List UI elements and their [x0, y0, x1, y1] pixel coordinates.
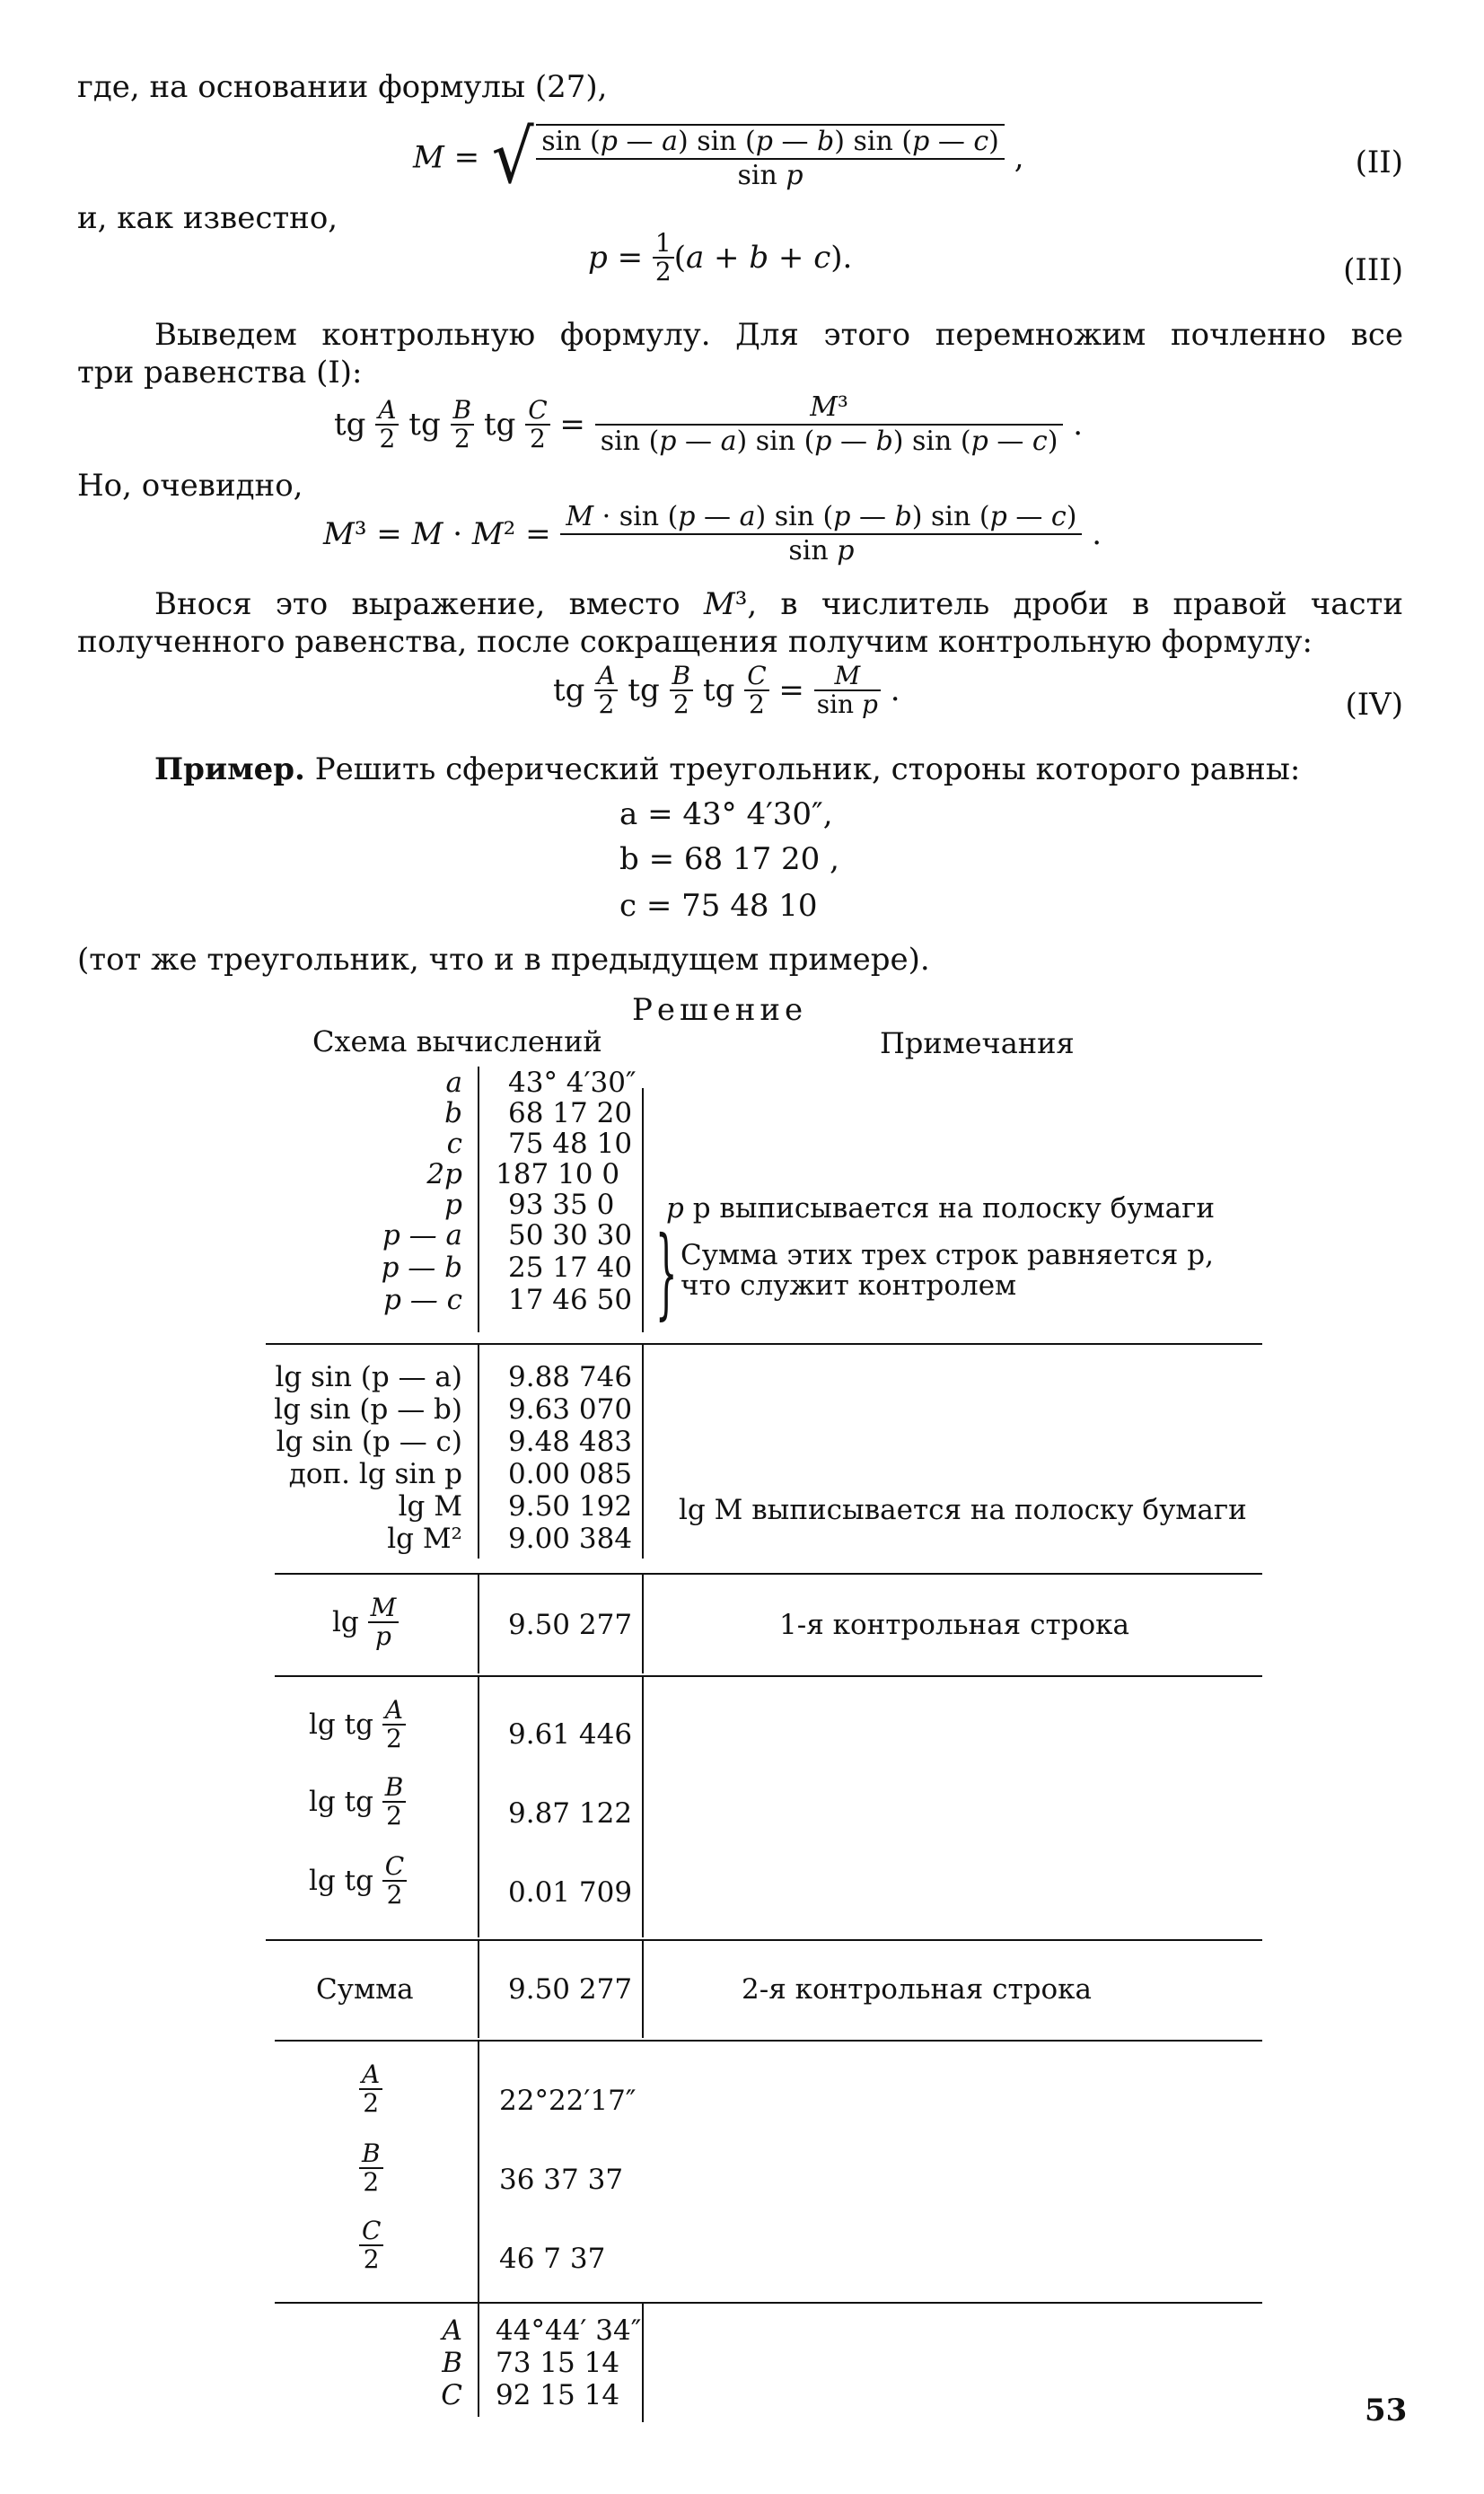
value-lgsin-pb: 9.63 070 [508, 1393, 633, 1426]
page-number: 53 [1365, 2393, 1408, 2428]
label-B-half: $\frac{B}{2}$ [359, 2140, 383, 2196]
note-ctrl-2: 2-я контрольная строка [742, 1973, 1092, 2006]
formula-M-cubed: M³ = M · M² = $\frac{M \cdot \sin (p — a) \sin (p — b) \sin (p — c)}{\text{sin p}}$ . [323, 501, 1102, 566]
label-A: A [442, 2314, 462, 2347]
solution-heading: Решение [632, 992, 808, 1028]
note-p: p p выписывается на полоску бумаги [666, 1192, 1216, 1225]
note-sum-1: Сумма этих трех строк равняется p, [681, 1239, 1214, 1271]
text-line: (тот же треугольник, что и в предыдущем примере). [77, 942, 930, 978]
equation-number: (III) [1343, 252, 1403, 288]
value-p-a: 50 30 30 [508, 1219, 633, 1251]
note-text: p выписывается на полоску бумаги [692, 1192, 1216, 1225]
label-c: c [446, 1128, 462, 1160]
label-dop-lgsinp: доп. lg sin p [288, 1458, 462, 1490]
sqrt-icon: √ [491, 115, 534, 200]
value-a: 43° 4′30″ [508, 1067, 637, 1099]
table-rule [266, 1939, 1262, 1941]
column-divider [478, 1575, 479, 1673]
value-dop-lgsinp: 0.00 085 [508, 1458, 633, 1490]
label-lgM: lg M [398, 1490, 462, 1523]
column-divider [642, 1345, 644, 1559]
value-C-half: 46 7 37 [499, 2243, 606, 2275]
text-line: и, как известно, [77, 200, 338, 236]
label-lgtg-B: lg tg $\frac{B}{2}$ [309, 1774, 406, 1830]
side-c: c = 75 48 10 [619, 888, 818, 924]
value-lgtg-A: 9.61 446 [508, 1718, 633, 1751]
example-text: Решить сферический треугольник, стороны которого равны: [314, 751, 1301, 787]
label-p-c: p — c [383, 1284, 462, 1316]
equation-number: (IV) [1345, 687, 1403, 723]
column-divider [478, 1067, 479, 1332]
column-divider [642, 1941, 644, 2038]
value-p: 93 35 0 [508, 1189, 615, 1221]
table-rule [275, 2040, 1262, 2042]
value-lgsin-pc: 9.48 483 [508, 1426, 633, 1458]
label-B: B [442, 2347, 462, 2379]
label-C-half: $\frac{C}{2}$ [359, 2217, 383, 2273]
text-line: три равенства (I): [77, 355, 363, 391]
text-fragment: , в числитель дроби в правой части [747, 586, 1403, 622]
header-scheme: Схема вычислений [312, 1024, 602, 1058]
text-line: полученного равенства, после сокращения получим контрольную формулу: [77, 624, 1313, 660]
formula-tg-product: tg $\frac{A}{2}$ tg $\frac{B}{2}$ tg $\frac{C}{2}$ = $\frac{\text{M³}}{\sin (p — a) \sin (p — b) \sin (p — c)}$ . [334, 391, 1084, 457]
column-divider [478, 1941, 479, 2038]
label-lgtg-A: lg tg $\frac{A}{2}$ [309, 1697, 406, 1752]
table-rule [275, 1675, 1262, 1677]
example-line [154, 751, 1300, 788]
text-line: Выведем контрольную формулу. Для этого перемножим почленно все [154, 317, 1403, 353]
brace-icon: } [655, 1215, 678, 1330]
text-line: где, на основании формулы (27), [77, 69, 608, 105]
value-lg-M-p: 9.50 277 [508, 1609, 633, 1641]
column-divider [642, 2304, 644, 2422]
label-sum: Сумма [316, 1973, 414, 2006]
column-divider [478, 2042, 479, 2302]
note-lgM: lg M выписывается на полоску бумаги [679, 1494, 1247, 1526]
side-b: b = 68 17 20 , [619, 841, 839, 877]
value-lgsin-pa: 9.88 746 [508, 1361, 633, 1393]
value-2p: 187 10 0 [496, 1158, 620, 1190]
table-rule [266, 1343, 1262, 1345]
value-p-b: 25 17 40 [508, 1251, 633, 1284]
value-lgM: 9.50 192 [508, 1490, 633, 1523]
label-A-half: $\frac{A}{2}$ [359, 2061, 382, 2117]
side-a: a = 43° 4′30″, [619, 796, 833, 832]
column-divider [642, 1677, 644, 1937]
column-divider [642, 1088, 644, 1332]
label-lgsin-pb: lg sin (p — b) [274, 1393, 462, 1426]
label-lgsin-pc: lg sin (p — c) [276, 1426, 462, 1458]
value-lgtg-C: 0.01 709 [508, 1876, 633, 1909]
value-A-half: 22°22′17″ [499, 2085, 637, 2117]
header-notes: Примечания [880, 1026, 1075, 1060]
note-ctrl-1: 1-я контрольная строка [779, 1609, 1129, 1641]
label-lgsin-pa: lg sin (p — a) [275, 1361, 462, 1393]
text-line: Но, очевидно, [77, 468, 303, 504]
label-lgM2: lg M² [387, 1523, 462, 1555]
value-c: 75 48 10 [508, 1128, 633, 1160]
column-divider [478, 2304, 479, 2417]
label-p-a: p — a [382, 1219, 462, 1251]
label-p: p [444, 1189, 462, 1221]
label-lg-M-p: lg $\frac{M}{p}$ [332, 1594, 399, 1650]
note-sum-2: что служит контролем [681, 1269, 1017, 1302]
value-lgM2: 9.00 384 [508, 1523, 633, 1555]
label-lgtg-C: lg tg $\frac{C}{2}$ [309, 1853, 407, 1909]
example-label: Пример. [154, 751, 305, 787]
value-sum: 9.50 277 [508, 1973, 633, 2006]
value-p-c: 17 46 50 [508, 1284, 633, 1316]
label-b: b [444, 1097, 462, 1129]
text-line: Внося это выражение, вместо M³, в числитель дроби в правой части [154, 586, 1403, 622]
label-a: a [445, 1067, 462, 1099]
label-p-b: p — b [381, 1251, 462, 1284]
formula-III: p = $\frac{1}{2}$ (a + b + c). [588, 228, 853, 286]
value-C: 92 15 14 [496, 2379, 620, 2411]
label-C: C [441, 2379, 462, 2411]
table-rule [275, 1573, 1262, 1575]
value-A: 44°44′ 34″ [496, 2314, 642, 2347]
label-2p: 2p [426, 1158, 462, 1190]
table-rule [275, 2302, 1262, 2304]
column-divider [642, 1575, 644, 1673]
formula-IV: tg $\frac{A}{2}$ tg $\frac{B}{2}$ tg $\frac{C}{2}$ = $\frac{M}{\text{sin p}}$ . [553, 661, 900, 719]
column-divider [478, 1345, 479, 1559]
equation-number: (II) [1355, 145, 1403, 180]
column-divider [478, 1677, 479, 1937]
value-b: 68 17 20 [508, 1097, 633, 1129]
value-lgtg-B: 9.87 122 [508, 1797, 633, 1830]
text-fragment: Внося это выражение, вместо [154, 586, 681, 622]
value-B: 73 15 14 [496, 2347, 620, 2379]
formula-II: M = √ $\frac{\sin (p — a) \sin (p — b) \sin (p — c)}{\text{sin p}}$ , [413, 115, 1024, 200]
value-B-half: 36 37 37 [499, 2164, 624, 2196]
